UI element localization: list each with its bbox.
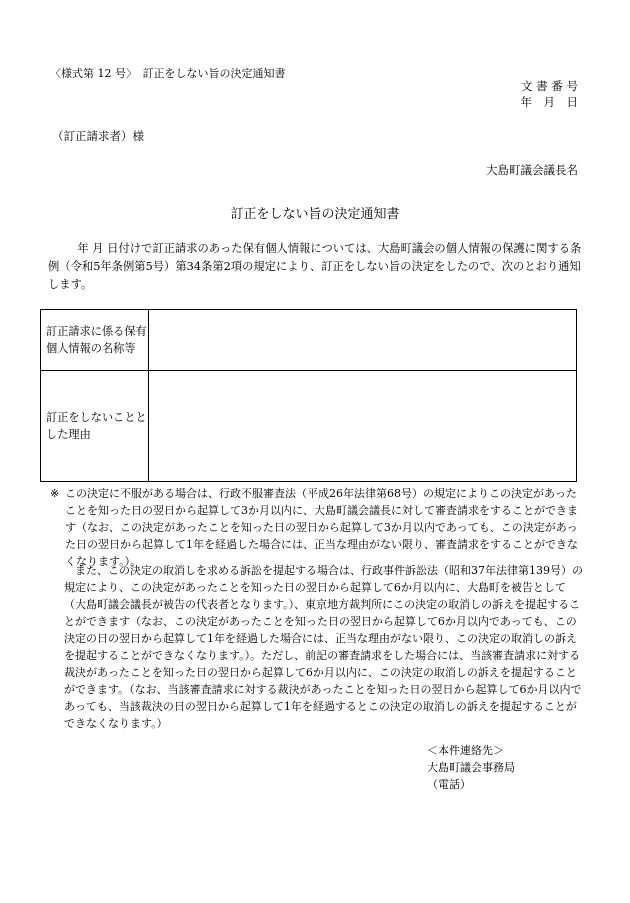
- contact-block: [427, 742, 515, 793]
- personal-info-name-label: 訂正請求に係る保有個人情報の名称等: [41, 310, 149, 371]
- table-row: [41, 371, 577, 482]
- lawsuit-note: また、この決定の取消しを求める訴訟を提起する場合は、行政事件訴訟法（昭和37年法律第139号）の規定により、この決定があったことを知った日の翌日から起算して6か月以内に、大島町を被告として（大島町議会議長が被告の代表者となります。）、東京地方裁判所にこの決定の取消しの訴えを提起することができます（なお、この決定があったことを知った日の翌日から起算して6か月以内であっても、この決定の日の翌日から起算して1年を経過した場合には、正当な理由がない限り、この決定の取消しの訴えを提起することができなくなります。）。ただし、前記の審査請求をした場合には、当該審査請求に対する裁決があったことを知った日の翌日から起算して6か月以内に、この決定の取消しの訴えを提起することができます。（なお、当該審査請求に対する裁決があったことを知った日の翌日から起算して6か月以内であっても、当該裁決の日の翌日から起算して1年を経過するとこの決定の取消しの訴えを提起することができなくなります。）: [64, 564, 583, 730]
- document-number: 文 書 番 号: [521, 79, 578, 93]
- recipient: （訂正請求者）様: [52, 129, 144, 143]
- document-title: 訂正をしない旨の決定通知書: [230, 207, 400, 222]
- form-number-label: 〈様式第 12 号〉 訂正をしない旨の決定通知書: [50, 67, 286, 80]
- decision-table: [40, 309, 577, 482]
- appeal-note: [50, 485, 584, 570]
- appeal-note-text: この決定に不服がある場合は、行政不服審査法（平成26年法律第68号）の規定によりこの決定があったことを知った日の翌日から起算して3か月以内に、大島町議会議長に対して審査請求をすることができます（なお、この決定があったことを知った日の翌日から起算して3か月以内であっても、この決定があった日の翌日から起算して1年を経過した場合には、正当な理由がない限り、審査請求をすることができなくなります。）。: [65, 487, 578, 568]
- document-meta: [521, 78, 579, 110]
- personal-info-name-value: [149, 310, 577, 371]
- note-mark: ※: [50, 487, 60, 500]
- contact-phone: （電話）: [427, 778, 471, 791]
- intro-paragraph: 年 月 日付けで訂正請求のあった保有個人情報については、大島町議会の個人情報の保護に関する条例（令和5年条例第5号）第34条第2項の規定により、訂正をしない旨の決定をしたので、次のとおり通知します。: [48, 242, 582, 291]
- document-date: 年 月 日: [520, 95, 578, 109]
- table-row: [41, 310, 577, 371]
- reason-value: [149, 371, 577, 482]
- reason-label: 訂正をしないこととした理由: [41, 371, 149, 482]
- contact-office: 大島町議会事務局: [427, 761, 515, 774]
- contact-heading: ＜本件連絡先＞: [427, 744, 504, 757]
- sender: 大島町議会議長名: [486, 163, 578, 177]
